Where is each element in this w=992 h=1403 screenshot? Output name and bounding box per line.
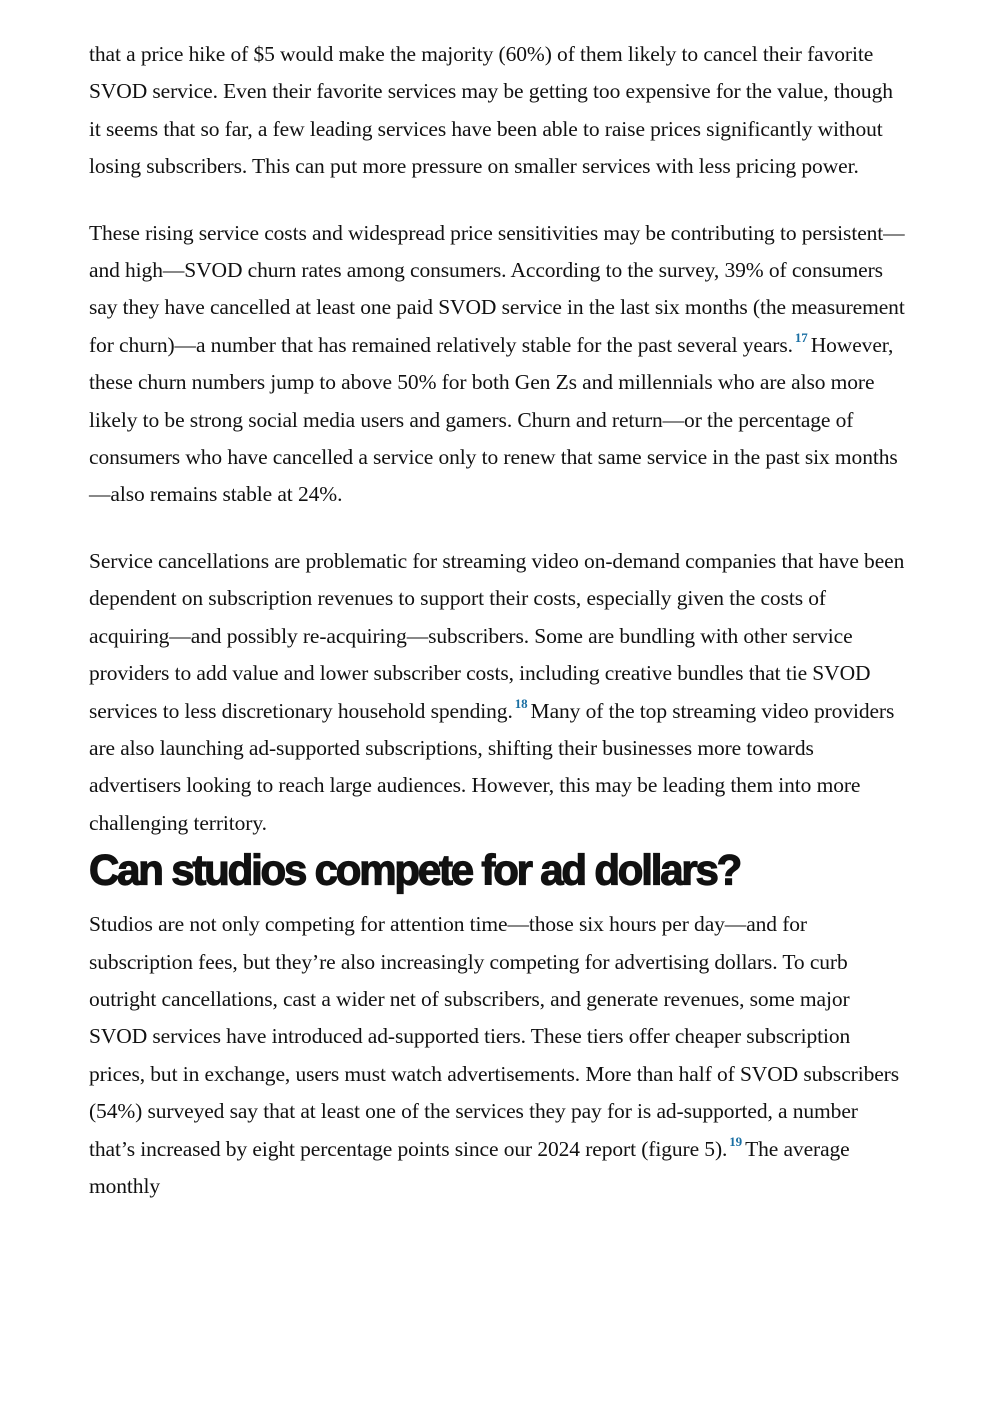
section-heading: Can studios compete for ad dollars? (89, 845, 741, 894)
paragraph-text-after: The average monthly (89, 1136, 850, 1198)
document-page (89, 36, 909, 1234)
paragraph-text-after: Many of the top streaming video providers are also launching ad-supported subscriptions, shifting their businesses more towards advertisers looking to reach large audiences. However, this may be leading them into more challenging territory. (89, 698, 895, 835)
paragraph-text-before: Studios are not only competing for attention time—those six hours per day—and for subscription fees, but they’re also increasingly competing for advertising dollars. To curb outright cancellations, cast a wider net of subscribers, and generate revenues, some major SVOD services have introduced ad-supported tiers. These tiers offer cheaper subscription prices, but in exchange, users must watch advertisements. More than half of SVOD subscribers (54%) surveyed say that at least one of the services they pay for is ad-supported, a number that’s increased by eight percentage points since our 2024 report (figure 5). (89, 912, 899, 1161)
paragraph-service-cancellations (89, 543, 909, 842)
footnote-link-17[interactable]: 17 (794, 330, 808, 346)
paragraph-text: that a price hike of $5 would make the majority (60%) of them likely to cancel their favorite SVOD service. Even their favorite services may be getting too expensive for the value, though it seems that so far, a few leading services have been able to raise prices significantly without losing subscribers. This can put more pressure on smaller services with less pricing power. (89, 42, 893, 179)
paragraph-text-after: However, these churn numbers jump to above 50% for both Gen Zs and millennials who are also more likely to be strong social media users and gamers. Churn and return—or the percentage of consumers who have cancelled a service only to renew that same service in the past six months —also remains stable at 24%. (89, 332, 898, 507)
paragraph-churn-rates (89, 215, 909, 514)
paragraph-text-before: Service cancellations are problematic for streaming video on-demand companies that have been dependent on subscription revenues to support their costs, especially given the costs of acquiring—and possibly re-acquiring—subscribers. Some are bundling with other service providers to add value and lower subscriber costs, including creative bundles that tie SVOD services to less discretionary household spending. (89, 548, 905, 723)
footnote-link-18[interactable]: 18 (514, 695, 528, 711)
paragraph-ad-dollars (89, 906, 909, 1205)
paragraph-text-before: These rising service costs and widespread price sensitivities may be contributing to persistent—and high—SVOD churn rates among consumers. According to the survey, 39% of consumers say they have cancelled at least one paid SVOD service in the last six months (the measurement for churn)—a number that has remained relatively stable for the past several years. (89, 220, 905, 357)
footnote-link-19[interactable]: 19 (729, 1133, 743, 1149)
paragraph-price-hike (89, 36, 909, 186)
